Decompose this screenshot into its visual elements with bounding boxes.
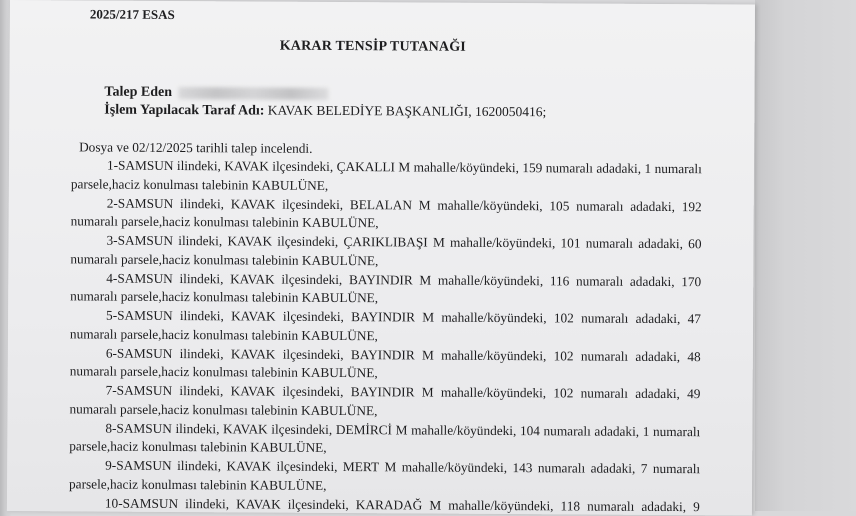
- item-line-2: numaralı parsele,haciz konulması talebinin KABULÜNE,: [69, 400, 378, 418]
- item-line-2: numaralı parsele,haciz konulması talebinin KABULÜNE,: [70, 213, 379, 231]
- item-line-1: 10-SAMSUN ilindeki, KAVAK ilçesindeki, KARADAĞ M mahalle/köyündeki, 118 numaralı adadaki, 9: [104, 495, 700, 514]
- item-line-1: 2-SAMSUN ilindeki, KAVAK ilçesindeki, BELALAN M mahalle/köyündeki, 105 numaralı adadaki, 192: [106, 195, 702, 214]
- item-line-2: numaralı parsele,haciz konulması talebinin KABULÜNE,: [70, 288, 379, 306]
- talep-eden-label: Talep Eden: [104, 84, 173, 100]
- item-line-1: 9-SAMSUN ilindeki, KAVAK ilçesindeki, MERT M mahalle/köyündeki, 143 numaralı adadaki, 7 numaralı: [105, 457, 701, 477]
- islem-row: [104, 102, 546, 122]
- item-line-1: 8-SAMSUN ilindeki, KAVAK ilçesindeki, DEMİRCİ M mahalle/köyündeki, 104 numaralı adadaki, 1 numaralı: [105, 420, 701, 439]
- item-line-1: 7-SAMSUN ilindeki, KAVAK ilçesindeki, BAYINDIR M mahalle/köyündeki, 102 numaralı adadaki, 49: [105, 382, 701, 402]
- document-title: KARAR TENSİP TUTANAĞI: [279, 38, 467, 55]
- item-line-2: parsele,haciz konulması talebinin KABULÜNE,: [70, 175, 329, 193]
- item-line-2: parsele,haciz konulması talebinin KABULÜNE,: [69, 475, 327, 493]
- document-page: [7, 0, 755, 516]
- item-line-2: numaralı parsele,haciz konulması talebinin KABULÜNE,: [69, 363, 378, 381]
- item-line-1: 4-SAMSUN ilindeki, KAVAK ilçesindeki, BAYINDIR M mahalle/köyündeki, 116 numaralı adadaki, 170: [106, 270, 702, 289]
- item-line-2: parsele,haciz konulması talebinin KABULÜNE,: [69, 438, 327, 455]
- talep-eden-row: [104, 84, 328, 102]
- islem-value: KAVAK BELEDİYE BAŞKANLIĞI, 1620050416;: [267, 102, 547, 120]
- item-line-1: 3-SAMSUN ilindeki, KAVAK ilçesindeki, ÇARIKLIBAŞI M mahalle/köyündeki, 101 numaralı adadaki, 60: [106, 232, 702, 252]
- background-desk: [755, 0, 856, 511]
- item-line-1: 1-SAMSUN ilindeki, KAVAK ilçesindeki, ÇAKALLI M mahalle/köyündeki, 159 numaralı adadaki, 1 numaralı: [106, 157, 702, 177]
- redacted-name: [178, 87, 328, 100]
- intro-text: Dosya ve 02/12/2025 tarihli talep incelendi.: [79, 139, 313, 156]
- islem-label: İşlem Yapılacak Taraf Adı:: [104, 102, 265, 119]
- item-line-2: numaralı parsele,haciz konulması talebinin KABULÜNE,: [70, 250, 379, 268]
- item-line-2: numaralı parsele,haciz konulması talebinin KABULÜNE,: [69, 325, 378, 343]
- item-line-1: 5-SAMSUN ilindeki, KAVAK ilçesindeki, BAYINDIR M mahalle/köyündeki, 102 numaralı adadaki, 47: [106, 307, 701, 327]
- case-number: 2025/217 ESAS: [89, 6, 175, 23]
- item-line-1: 6-SAMSUN ilindeki, KAVAK ilçesindeki, BAYINDIR M mahalle/köyündeki, 102 numaralı adadaki, 48: [105, 345, 701, 364]
